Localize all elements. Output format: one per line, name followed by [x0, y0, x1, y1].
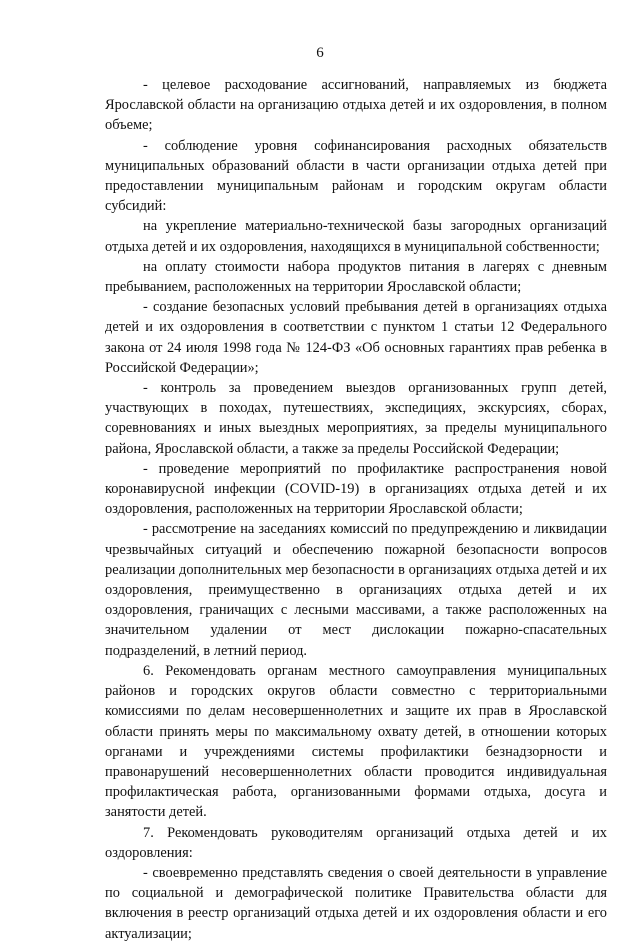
- paragraph-bullet-trips-control: - контроль за проведением выездов организованных групп детей, участвующих в походах, путешествиях, экспедициях, экскурсиях, сборах, соревнованиях и иных выездных мероприятиях, за пределы муниципального района, Ярославской области, а также за пределы Российской Федерации;: [105, 380, 607, 457]
- page-number: 6: [316, 45, 324, 61]
- paragraph-bullet-targeted-spending: - целевое расходование ассигнований, направляемых из бюджета Ярославской области на организацию отдыха детей и их оздоровления, в полном объеме;: [105, 77, 607, 134]
- paragraph-item-6: 6. Рекомендовать органам местного самоуправления муниципальных районов и городских округов области совместно с территориальными комиссиями по делам несовершеннолетних и защите их прав в Ярославской области принять меры по максимальному охвату детей, в отношении которых органами и учреждениями системы профилактики безнадзорности и правонарушений несовершеннолетних области проводится индивидуальная профилактическая работа, организованными формами отдыха, досуга и занятости детей.: [105, 662, 607, 821]
- paragraph-bullet-covid-prevention: - проведение мероприятий по профилактике распространения новой коронавирусной инфекции (COVID-19) в организациях отдыха детей и их оздоровления, расположенных на территории Ярославской области;: [105, 460, 607, 518]
- paragraph-subsidy-food: на оплату стоимости набора продуктов питания в лагерях с дневным пребыванием, расположенных на территории Ярославской области;: [105, 258, 607, 296]
- paragraph-bullet-registry: - своевременно представлять сведения о своей деятельности в управление по социальной и демографической политике Правительства области для включения в реестр организаций отдыха детей и их оздоровления области и его актуализации;: [105, 864, 607, 942]
- paragraph-bullet-fire-safety: - рассмотрение на заседаниях комиссий по предупреждению и ликвидации чрезвычайных ситуаций и обеспечению пожарной безопасности вопросов реализации дополнительных мер безопасности в организациях отдыха детей и их оздоровления, преимущественно в организациях отдыха детей и их оздоровления, граничащих с лесными массивами, а также расположенных на значительном удалении от мест дислокации пожарно-спасательных подразделений, в летний период.: [105, 521, 607, 659]
- paragraph-item-7: 7. Рекомендовать руководителям организаций отдыха детей и их оздоровления:: [105, 824, 607, 861]
- document-body: [105, 75, 607, 944]
- paragraph-bullet-safe-conditions: - создание безопасных условий пребывания детей в организациях отдыха детей и их оздоровления в соответствии с пунктом 1 статьи 12 Федерального закона от 24 июля 1998 года № 124-ФЗ «Об основных гарантиях прав ребенка в Российской Федерации»;: [105, 299, 607, 376]
- paragraph-bullet-cofinancing: - соблюдение уровня софинансирования расходных обязательств муниципальных образований области в части организации отдыха детей при предоставлении муниципальным районам и городским округам области субсидий:: [105, 137, 607, 215]
- paragraph-subsidy-infrastructure: на укрепление материально-технической базы загородных организаций отдыха детей и их оздоровления, находящихся в муниципальной собственности;: [105, 218, 607, 255]
